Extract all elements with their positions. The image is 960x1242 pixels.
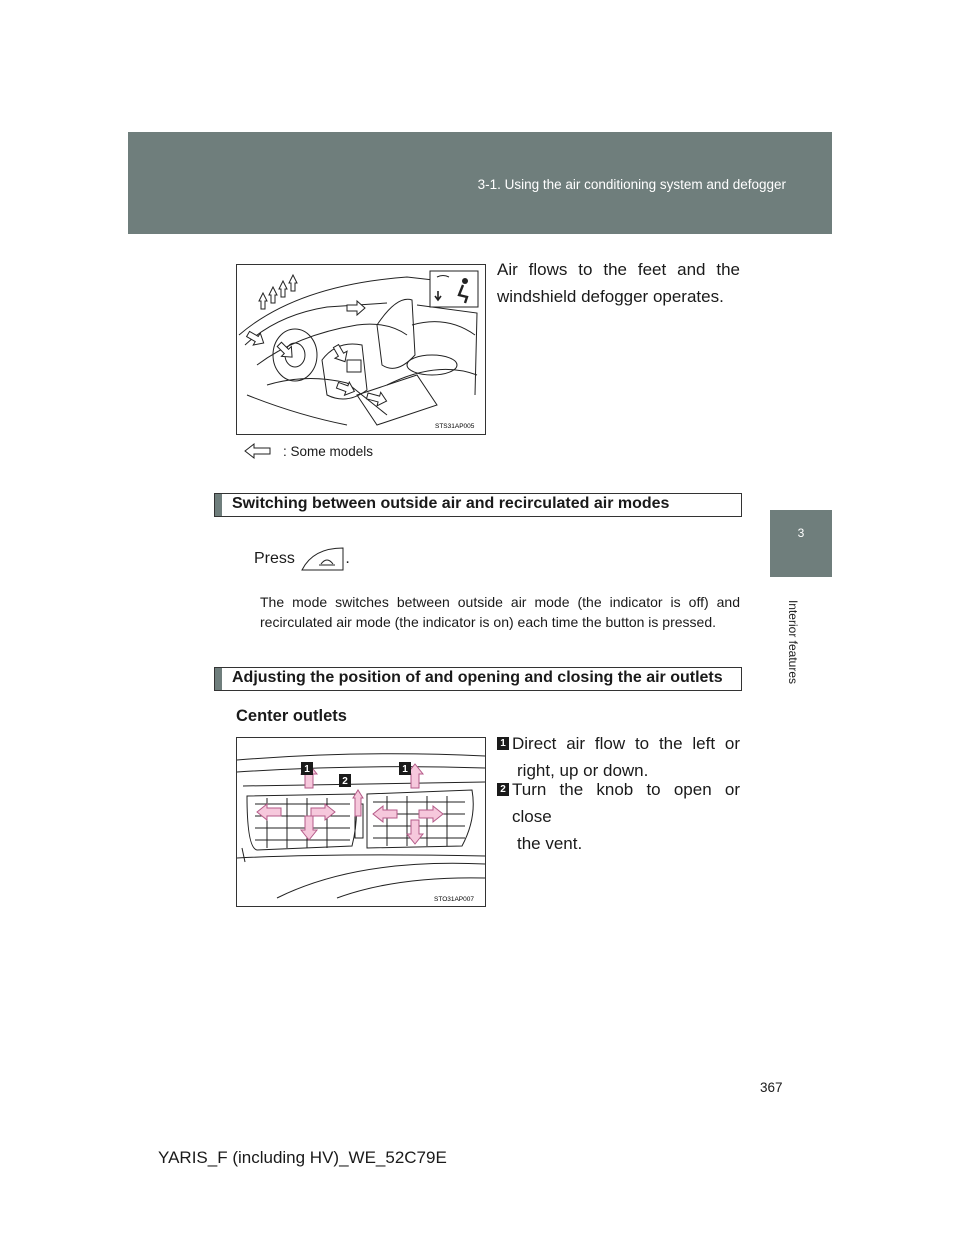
step-text-line: the vent. (517, 834, 583, 853)
intro-line-2: windshield defogger operates. (497, 287, 724, 306)
outline-arrow-icon (243, 442, 273, 460)
figure-code: STS31AP005 (435, 423, 475, 430)
step-text-line: Turn the knob to open or close (512, 780, 740, 826)
some-models-legend (243, 442, 374, 463)
svg-text:1: 1 (304, 764, 310, 775)
svg-text:2: 2 (342, 776, 348, 787)
press-suffix: . (345, 550, 350, 567)
air-mode-description: The mode switches between outside air mode (the indicator is off) and recirculated air mode (the indicator is on) each time the button is pressed. (260, 594, 740, 630)
step-number-badge: 1 (497, 737, 509, 750)
section-heading-air-outlets (214, 667, 742, 691)
car-interior-drawing (237, 265, 485, 434)
section-heading-text: Adjusting the position of and opening and closing the air outlets (232, 669, 723, 686)
recirculation-button-icon (299, 546, 345, 572)
callout-badge-1 (301, 762, 313, 775)
heading-marker (215, 668, 222, 690)
center-vents-illustration (236, 737, 486, 907)
callout-badge-2 (339, 774, 351, 787)
center-vents-drawing (237, 738, 485, 906)
section-heading-air-mode (214, 493, 742, 517)
callout-badge-1 (399, 762, 411, 775)
document-footer: YARIS_F (including HV)_WE_52C79E (158, 1148, 447, 1167)
figure-code: STO31AP007 (434, 896, 474, 903)
step-text-line: right, up or down. (517, 761, 649, 780)
press-label: Press (254, 550, 295, 567)
center-outlets-heading: Center outlets (236, 707, 347, 725)
chapter-number: 3 (797, 526, 805, 540)
page-header-band (128, 132, 832, 234)
some-models-label: : Some models (283, 444, 374, 459)
intro-paragraph (497, 256, 740, 310)
chapter-title: Interior features (786, 599, 800, 685)
heading-marker (215, 494, 222, 516)
section-heading-text: Switching between outside air and recirculated air modes (232, 495, 670, 512)
step-text-line: Direct air flow to the left or (512, 734, 740, 753)
car-interior-illustration (236, 264, 486, 435)
step-item (497, 776, 740, 857)
chapter-label (783, 590, 803, 700)
page-number: 367 (760, 1080, 783, 1095)
header-title: 3-1. Using the air conditioning system and defogger (477, 177, 786, 192)
intro-line-1: Air flows to the feet and the (497, 260, 740, 279)
mode-icon (430, 271, 478, 307)
svg-text:1: 1 (402, 764, 408, 775)
chapter-tab (770, 510, 832, 577)
press-instruction (254, 546, 350, 572)
step-number-badge: 2 (497, 783, 509, 796)
